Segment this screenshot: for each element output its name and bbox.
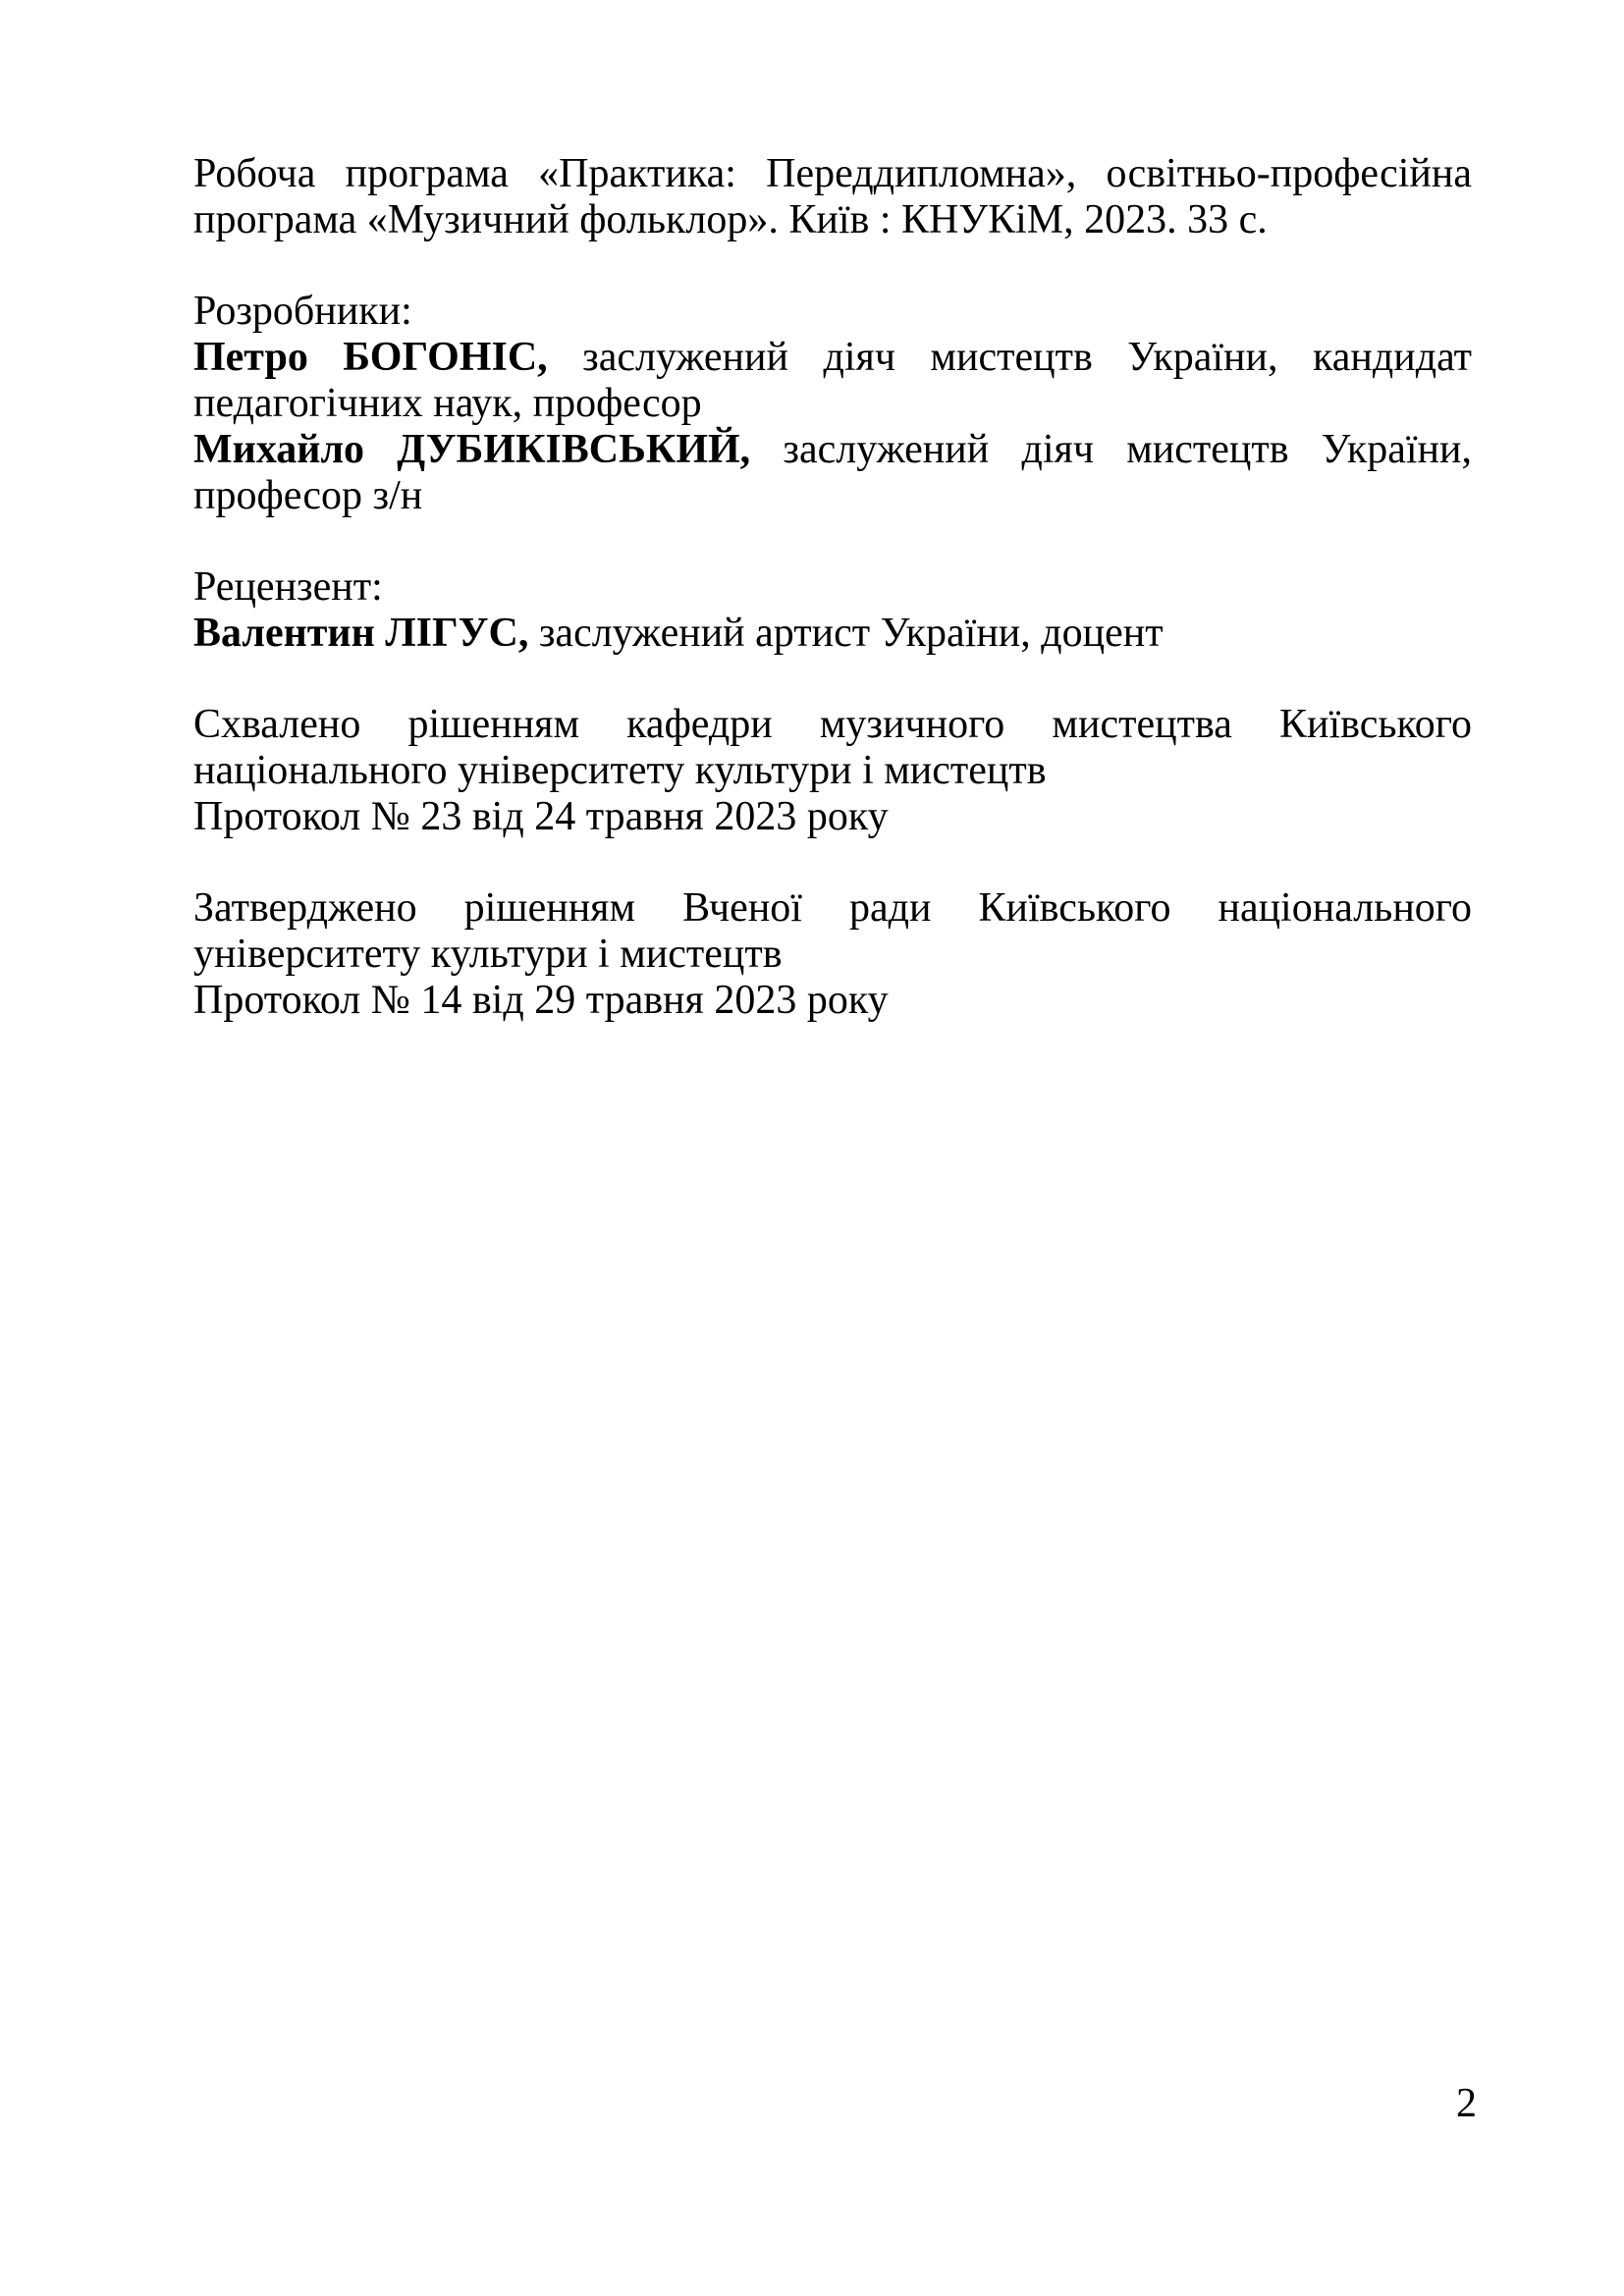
department-approval-text: Схвалено рішенням кафедри музичного мистецтва Київського національного університету культури і мистецтв [193, 702, 1472, 793]
page-content [193, 151, 1472, 1069]
reviewer-name: Валентин ЛІГУС, [193, 611, 529, 656]
developer-details: заслужений діяч мистецтв України, кандидат педагогічних наук, професор [193, 335, 1473, 426]
citation-paragraph: Робоча програма «Практика: Переддипломна», освітньо-професійна програма «Музичний фольклор». Київ : КНУКіМ, 2023. 33 с. [193, 151, 1472, 242]
reviewer-section [193, 564, 1472, 657]
developers-heading: Розробники: [193, 289, 412, 334]
council-approval-protocol: Протокол № 14 від 29 травня 2023 року [193, 978, 889, 1023]
reviewer-details: заслужений артист України, доцент [528, 611, 1164, 656]
developers-section [193, 289, 1472, 519]
council-approval-section [193, 885, 1472, 1024]
reviewer-heading: Рецензент: [193, 564, 383, 610]
developer-name: Петро БОГОНІС, [193, 335, 548, 380]
developer-details: заслужений діяч мистецтв України, професор з/н [193, 427, 1472, 518]
reviewer-entry [193, 611, 1472, 657]
department-approval-section [193, 702, 1472, 840]
developer-name: Михайло ДУБИКІВСЬКИЙ, [193, 427, 751, 472]
department-approval-protocol: Протокол № 23 від 24 травня 2023 року [193, 794, 889, 839]
developer-entry [193, 427, 1472, 519]
page-number: 2 [1456, 2081, 1477, 2126]
developer-entry [193, 335, 1472, 427]
council-approval-text: Затверджено рішенням Вченої ради Київського національного університету культури і мистецтв [193, 885, 1472, 977]
